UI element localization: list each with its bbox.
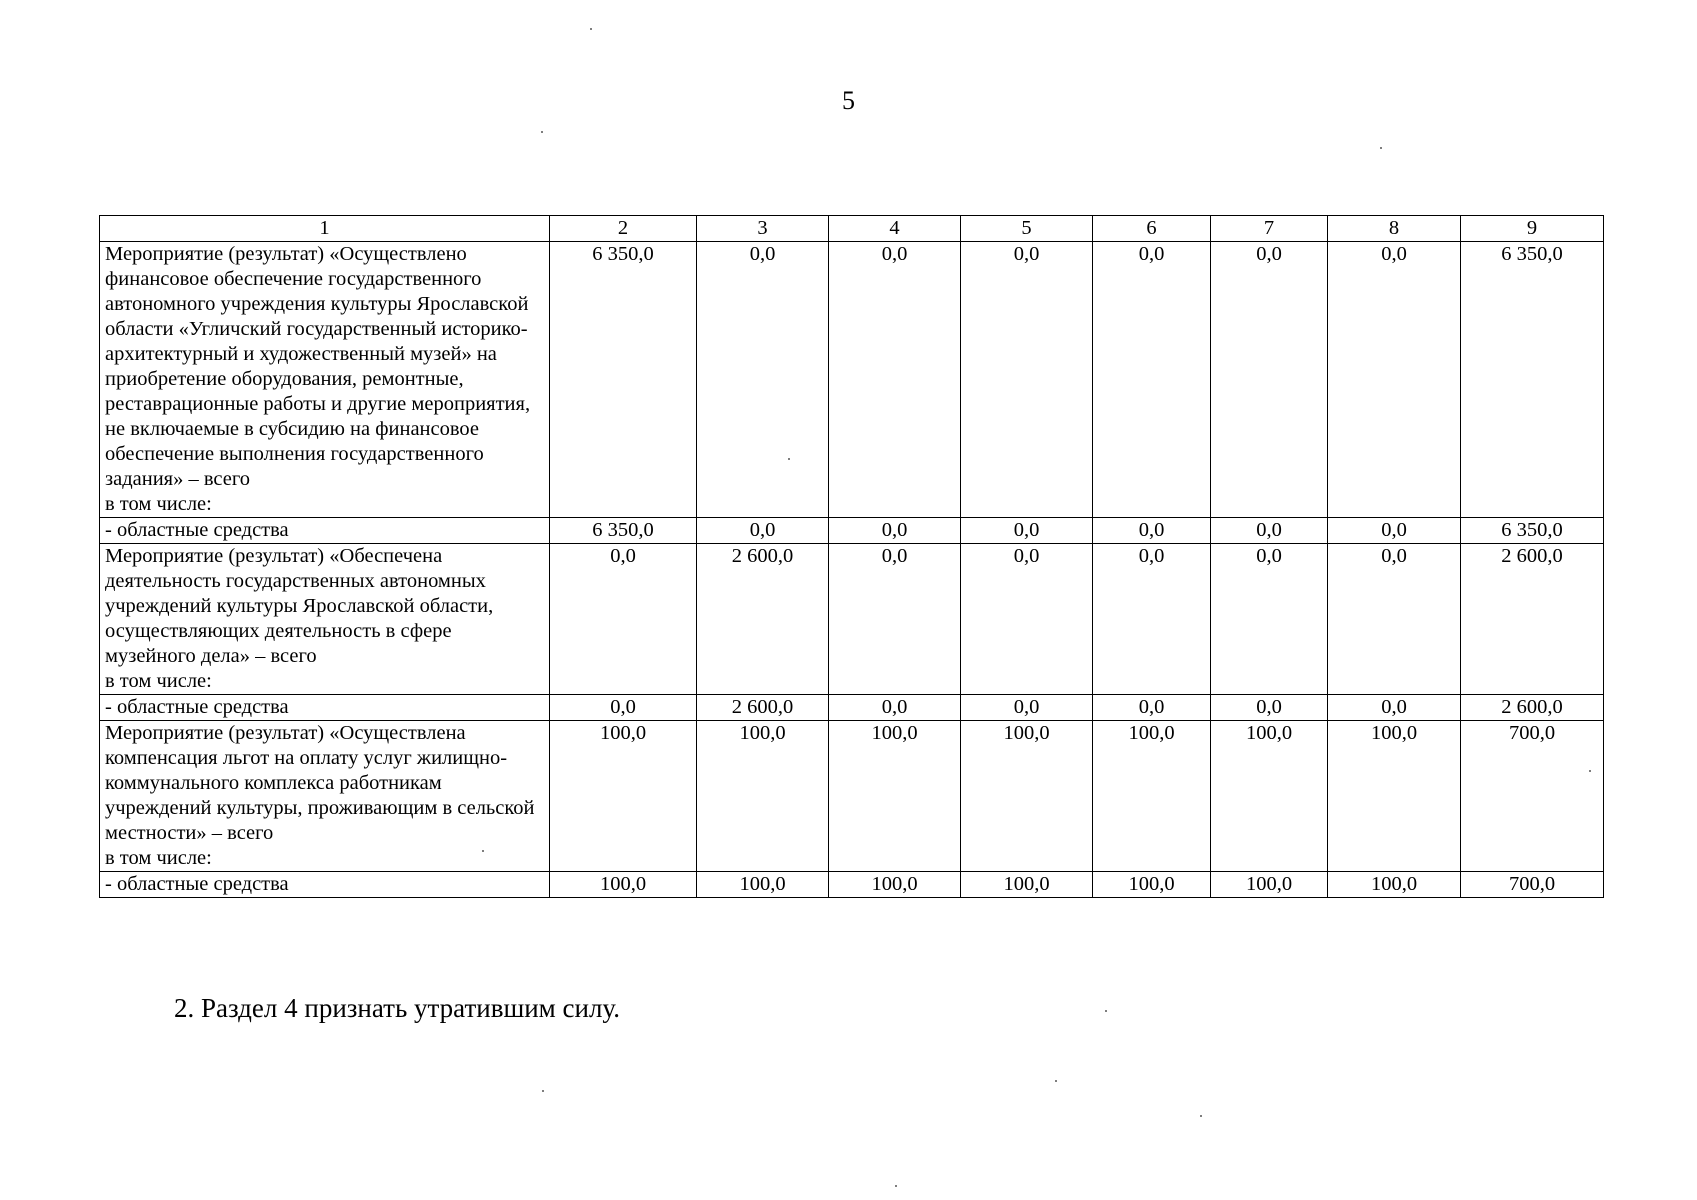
scan-speck (788, 458, 790, 460)
value-cell: 0,0 (1211, 242, 1328, 518)
value-cell: 0,0 (1211, 518, 1328, 544)
value-cell: 100,0 (1211, 721, 1328, 872)
value-cell: 100,0 (1328, 872, 1461, 898)
value-cell: 6 350,0 (550, 518, 697, 544)
table-row (100, 518, 1604, 544)
value-cell: 0,0 (550, 544, 697, 695)
value-cell: 2 600,0 (697, 695, 829, 721)
table-row (100, 242, 1604, 518)
column-header: 8 (1328, 216, 1461, 242)
value-cell: 0,0 (1328, 242, 1461, 518)
total-cell: 6 350,0 (1461, 518, 1604, 544)
row-label-cell (100, 242, 550, 518)
scan-speck (1200, 1115, 1202, 1117)
value-cell: 100,0 (1093, 721, 1211, 872)
column-header: 3 (697, 216, 829, 242)
total-cell: 2 600,0 (1461, 544, 1604, 695)
value-cell: 0,0 (697, 242, 829, 518)
scan-speck (1589, 770, 1591, 772)
value-cell: 100,0 (697, 721, 829, 872)
total-cell: 6 350,0 (1461, 242, 1604, 518)
value-cell: 0,0 (550, 695, 697, 721)
row-sublabel: в том числе: (105, 493, 212, 515)
value-cell: 6 350,0 (550, 242, 697, 518)
value-cell: 0,0 (1328, 544, 1461, 695)
value-cell: 0,0 (1093, 544, 1211, 695)
value-cell: 100,0 (550, 721, 697, 872)
table-row (100, 872, 1604, 898)
scan-speck (1105, 1010, 1107, 1012)
value-cell: 100,0 (829, 872, 961, 898)
total-cell: 2 600,0 (1461, 695, 1604, 721)
total-cell: 700,0 (1461, 721, 1604, 872)
row-sublabel: в том числе: (105, 847, 212, 869)
scan-speck (542, 1090, 544, 1092)
row-label: Мероприятие (результат) «Осуществлена компенсация льгот на оплату услуг жилищно-коммунального комплекса работникам учреждений культуры, проживающим в сельской местности» – всего (105, 722, 535, 844)
total-cell: 700,0 (1461, 872, 1604, 898)
value-cell: 0,0 (1328, 695, 1461, 721)
value-cell: 0,0 (1093, 242, 1211, 518)
value-cell: 0,0 (829, 242, 961, 518)
value-cell: 100,0 (829, 721, 961, 872)
value-cell: 0,0 (961, 695, 1093, 721)
row-label: Мероприятие (результат) «Обеспечена деятельность государственных автономных учреждений культуры Ярославской области, осуществляющих деятельность в сфере музейного дела» – всего (105, 545, 494, 667)
value-cell: 0,0 (1093, 518, 1211, 544)
value-cell: 0,0 (1328, 518, 1461, 544)
row-label: - областные средства (100, 518, 550, 544)
value-cell: 0,0 (829, 544, 961, 695)
scan-speck (1380, 147, 1382, 149)
value-cell: 100,0 (1093, 872, 1211, 898)
row-sublabel: в том числе: (105, 670, 212, 692)
value-cell: 0,0 (829, 695, 961, 721)
row-label: - областные средства (100, 872, 550, 898)
value-cell: 0,0 (1211, 695, 1328, 721)
value-cell: 0,0 (1211, 544, 1328, 695)
value-cell: 100,0 (550, 872, 697, 898)
scan-speck (1055, 1080, 1057, 1082)
closing-paragraph: 2. Раздел 4 признать утратившим силу. (174, 993, 620, 1023)
column-header: 5 (961, 216, 1093, 242)
value-cell: 100,0 (961, 872, 1093, 898)
row-label-cell (100, 721, 550, 872)
table-row (100, 544, 1604, 695)
row-label-cell (100, 544, 550, 695)
value-cell: 0,0 (961, 518, 1093, 544)
scan-speck (895, 1185, 897, 1187)
column-header: 1 (100, 216, 550, 242)
column-header: 9 (1461, 216, 1604, 242)
value-cell: 0,0 (1093, 695, 1211, 721)
value-cell: 100,0 (1328, 721, 1461, 872)
column-header: 7 (1211, 216, 1328, 242)
value-cell: 0,0 (829, 518, 961, 544)
value-cell: 0,0 (697, 518, 829, 544)
column-header: 4 (829, 216, 961, 242)
scan-speck (590, 28, 592, 30)
page-number: 5 (842, 86, 855, 115)
table-row (100, 721, 1604, 872)
value-cell: 100,0 (1211, 872, 1328, 898)
value-cell: 0,0 (961, 544, 1093, 695)
value-cell: 100,0 (697, 872, 829, 898)
table-header-row (100, 216, 1604, 242)
value-cell: 2 600,0 (697, 544, 829, 695)
value-cell: 100,0 (961, 721, 1093, 872)
value-cell: 0,0 (961, 242, 1093, 518)
scan-speck (541, 131, 543, 133)
scan-speck (482, 850, 484, 852)
column-header: 6 (1093, 216, 1211, 242)
column-header: 2 (550, 216, 697, 242)
table-row (100, 695, 1604, 721)
row-label: - областные средства (100, 695, 550, 721)
budget-table (99, 215, 1604, 898)
row-label: Мероприятие (результат) «Осуществлено финансовое обеспечение государственного автономного учреждения культуры Ярославской области «Угличский государственный историко-архитектурный и художественный музей» на приобретение оборудования, ремонтные, реставрационные работы и другие мероприятия, не включаемые в субсидию на финансовое обеспечение выполнения государственного задания» – всего (105, 243, 531, 490)
